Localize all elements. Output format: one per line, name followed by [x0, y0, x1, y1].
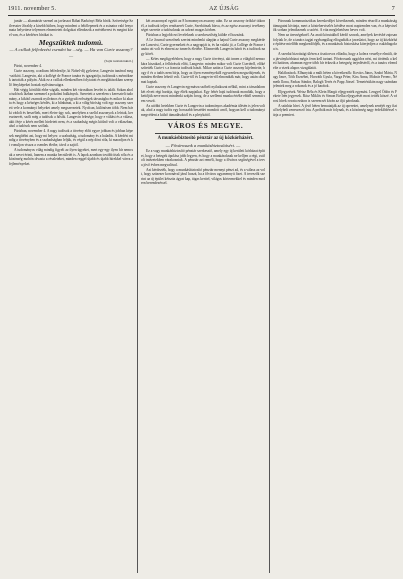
article-byline: (Saját tudósítónktól.)	[104, 58, 133, 63]
header-page-number: 7	[391, 6, 395, 12]
column-divider	[269, 19, 270, 573]
header-date: 1911. november 5.	[8, 6, 57, 12]
article-paragraph: A színház hírei. A jövő héten bemutatják az új operettet, amelynek zenéjét egy fiatal helybeli zeneszerző írta. A próbák már folynak, és a közönség nagy érdeklődéssel várja a premiert.	[273, 103, 397, 117]
section-title: VÁROS ÉS MEGYE.	[167, 122, 244, 131]
page-header	[8, 4, 395, 14]
article-paragraph: Halálozások. Elhunytak a múlt héten a következők: Kovács János, Szabó Mária, Nagy Imre, Tóth Erzsébet, Horváth Gyula, Varga Péter, Kiss Anna, Molnár Ferenc, Németh Ilona, Farkas Sándor, Balogh Teréz és Papp József. Temetésükön nagy számban jelentek meg a rokonok és a jó barátok.	[273, 70, 397, 89]
article-title: Megszüktek tudomú.	[38, 37, 104, 47]
column-1	[9, 19, 133, 573]
article-paragraph: Párisban, november 4. A nagy tudósok a törvény előtt egyre jobban és jobban képesek megítélni azt, hogy mi helyes: a szabadság, a tudomány és a haladás. A kérdést mindig a törvényben és a szabadságban leljük, és végül a nép dönt róla, ki maradjon és ki vonuljon vissza a csendes életbe, távol a zajtól.	[9, 129, 133, 147]
article-paragraph: Az utóbbi hetekben Curie és Langevin a tudományos akadémia ülésén is jelen voltak, ahol a nagy tudós egy hosszabb beszédet mondott arról, hogyan kell a tudományt megvédeni a külső támadásoktól és a pletykától.	[141, 103, 265, 117]
article-paragraph: két asszonnyal együtt az 8 homonnyon asszony után. Ez az asszony örökké titkon él, a tudósok teljes rendszerét Curie, Szerbiónak bízva, és az egész asszonyi tevékenységet szerette a tudósoknak az udvari magas körben.	[141, 19, 265, 33]
section-paragraph: Ez a vagy munkásbiztosító pénztár szerkesztő, amely egy új kerületi kórházat építtet, hogy a betegek ápolása jobb legyen, és hogy a munkásoknak ne kelljen a régi, zsúfolt intézetekben várakozniuk. A pénztár azt reméli, hogy a főváros segítségével a terv a jövő évben megvalósul.	[141, 149, 265, 167]
header-rule	[8, 15, 395, 16]
article-paragraph: Eljegyzések. Weisz Béla és Klein Margit eljegyezték egymást. Lengyel Ödön és Fekete Irén jegyesek. Rácz Miklós és Simon Etelka eljegyzését most tették közzé. A városi hírek rovata ezúton is szerencsét kíván az ifjú pároknak.	[273, 89, 397, 103]
article-paragraph: Párisban a legjobb ezt leveleknek a szerkesztőség küldte el hozzánk.	[146, 33, 245, 38]
article-paragraph: Hát végig körültűt ebbe vágták, minden két városában levelet is talált. Sokan ahol a tudósok lázban szemmel a pokolmi balkányok. Szeretett a szerelem s keresztelt tudomány, a kikötő zsarnok nyilvános és a gyógyult erősségek társaságba és mikor ki akarta és hogy a kétséges kérdés, ki a bűnbánat, a ki a világ-bíróság volt egy asszony szerett vele a kormányi helyeket amely megszereztek. Nyolcan, különösen több. Nem bárki vádolt és beszéltek, mert életre úgy sok, amelyben a szelíd asszonyok a leírtak, keresztnevét, szólt még a tudósok a hősök. Langevin felesége, hogy e váltást és a válasz, akit férje a kérés mellett hirdetett nem, és a szabadság mégis kitűnő volt a válaszban, ahol a tudósok nem szóltak.	[9, 87, 133, 129]
column-2	[141, 19, 265, 573]
article-paragraph: Párosnak kommunisztikus kereskedőjei következnek, minden részről a munkásság támogatni kívánja, mert a közteherviselés kérdése most napirenden van, és a képviselők sorban jelentkeznek a szóért. A vita meglehetősen heves volt.	[273, 19, 397, 33]
column-3	[273, 19, 397, 573]
column-1-intro: juniár — altamáriár szemel az javlaszot Ráhai Barkónyi Béla bírók. Szövetsége Szilveszter Jóraldy a kisebb hitben, hogy mindent a feltőlepenek és a zsinatra való lenyomata helyettese telyemen elmentetett dolgokat ellenkezik a mértékerest és megint közel van, és a kérdéses bírákat is.	[9, 19, 133, 37]
article-paragraph: Nem az ürességeknél. Az arató körutakból kérdő szavak, amelyek kevésbé zajosan folytak le, de a tanács tagjai egyhangúlag elfogadták a javaslatot, hogy az új közkórház építése mielőbb megkezdődjék, és a munkások biztosítása kiterjedjen a családtagokra is.	[273, 33, 397, 51]
article-paragraph: Párisi, november 4.	[14, 63, 42, 68]
article-subtitle: — A csillak felfedezési csendet ha ...ség. — Ha van Curie asszony? —	[9, 47, 133, 58]
article-paragraph: Curie asszony és Langevin egymásra szóbeli nyilatkozat nélkül, mint a társadalom két elvett régi barátja, úgy élték napjaikat. Egy fehér hajú tudósnak mondták, hogy a kettőjük neve most mindenki száján forog, de a szellemi munka értéke ebből semmit sem veszít.	[141, 85, 265, 103]
article-paragraph: A Le Journal szerzőnek szerint mindenki alapján a hajnal Curie asszony megkérdezte Lanovist, Curie gyermekeit és a nagyapját is, és ha valaki jó, a Collège de France tanára ott volt és elment az ismerős életébe. Elismerték Langevin bárót és a tudósok nagy körét.	[141, 38, 265, 57]
section-subtitle: A munkásbiztosító pénztár az új közkórházért.	[157, 136, 254, 142]
article-paragraph: A szerdai bizottsági ülésen a tisztiorvos előadta, hogy a kolera veszélye elmúlt, de a járványkórházat mégis fenn kell tartani. Fővárosunk aggódva nézi, mi történik a keleti határon, ahonnan egyre több hír érkezik a betegség terjedéséről, és a tanács elrendelte a vizek alapos vizsgálatát.	[273, 52, 397, 70]
article-paragraph: — Kétes megfigyelésben, hogy a nagy Curie törvényt, aki innen a világból nemsokára kiszakad, a felhívások előtt, Langevin: minden mikor volt Curie Csertéről, előkészítették Curie-t s a francia tudósok házát. Mikor aztán a Curie asszony kijelentette, hogy ő és a tudós nem bírja, hogy az ilyen eseményektől egyszerűen megszökjenek, és minden életben lehető volt. Curie-től és Langevin-ről elmondták már, hogy aztán oltalmat kaptak.	[141, 57, 265, 84]
article-paragraph: A tudományos világ mindig figyeli az ilyen ügyeket, mert egy-egy ilyen hír nemcsak a nevet érinti, hanem a munka becsületét is. A lapok azonban tovább írtak róla és a közönség mohón olvasta a részleteket, minden reggel újabb és újabb hírekkel várva a fejleményeket.	[9, 148, 133, 166]
section-rule	[155, 119, 251, 120]
section-paragraph: Azt kérdezték, hogy a munkásbiztosító pénztár mennyi pénzt ad, és a válasz az volt, hogy százezer koronával járul hozzá, ha a főváros ugyanennyit fizet. A tervezők szerint az új épület kétszáz ágyat kap, tágas kerttel, világos kórtermekkel és minden modern berendezéssel.	[141, 167, 265, 186]
section-rule	[155, 133, 251, 134]
section-byline: — Fővárosunk a munkásbiztosításért. —	[165, 143, 241, 149]
article-paragraph: Curie asszony, a radium felfedezője, ki Nobel-díj győztese, Langevin tanárral meg-szökött. Langevin, aki a kollégé de France tanára és igazgatója, tudósnak s mérnöknek tartották a pályán. Akik ez a csillak ellenkezőben folytatott és meglátásokban szereplő fényképeket hoztak nyilvánosságra.	[9, 69, 133, 87]
column-divider	[137, 19, 138, 573]
header-masthead: AZ ÚJSÁG	[209, 6, 239, 12]
